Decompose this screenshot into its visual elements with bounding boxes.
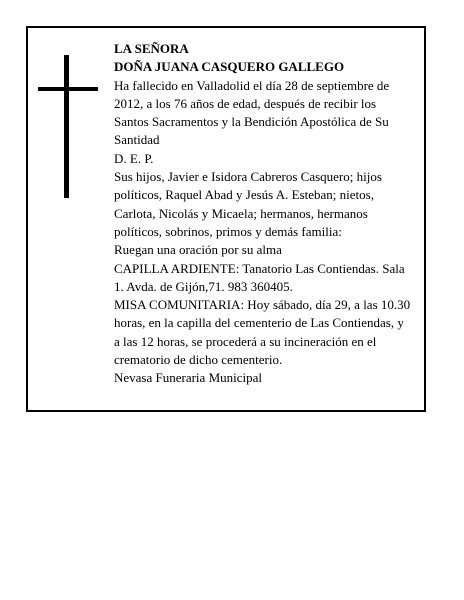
chapel-info: CAPILLA ARDIENTE: Tanatorio Las Contiendas. Sala 1. Avda. de Gijón,71. 983 360405. xyxy=(114,260,405,294)
family-list: Sus hijos, Javier e Isidora Cabreros Casquero; hijos políticos, Raquel Abad y Jesús A. Esteban; nietos, Carlota, Nicolás y Micaela; hermanos, hermanos políticos, sobrinos, primos y demás familia: xyxy=(114,169,382,239)
cross-icon xyxy=(38,55,98,198)
dep-abbreviation: D. E. P. xyxy=(114,150,154,166)
mass-info: MISA COMUNITARIA: Hoy sábado, día 29, a las 10.30 horas, en la capilla del cementerio de Las Contiendas, y a las 12 horas, se procederá a su incineración en el crematorio de dicho cementerio. xyxy=(114,297,411,368)
death-info: Ha fallecido en Valladolid el día 28 de septiembre de 2012, a los 76 años de edad, después de recibir los Santos Sacramentos y la Bendición Apostólica de Su Santidad xyxy=(114,77,390,148)
cross-vertical-bar xyxy=(64,55,69,198)
prayer-request: Ruegan una oración por su alma xyxy=(114,242,282,258)
funeral-home: Nevasa Funeraria Municipal xyxy=(114,370,263,386)
notice-title: LA SEÑORA xyxy=(114,41,189,56)
deceased-name: DOÑA JUANA CASQUERO GALLEGO xyxy=(114,59,345,75)
obituary-text xyxy=(114,40,412,388)
obituary-notice xyxy=(26,26,426,412)
cross-horizontal-bar xyxy=(38,87,98,91)
